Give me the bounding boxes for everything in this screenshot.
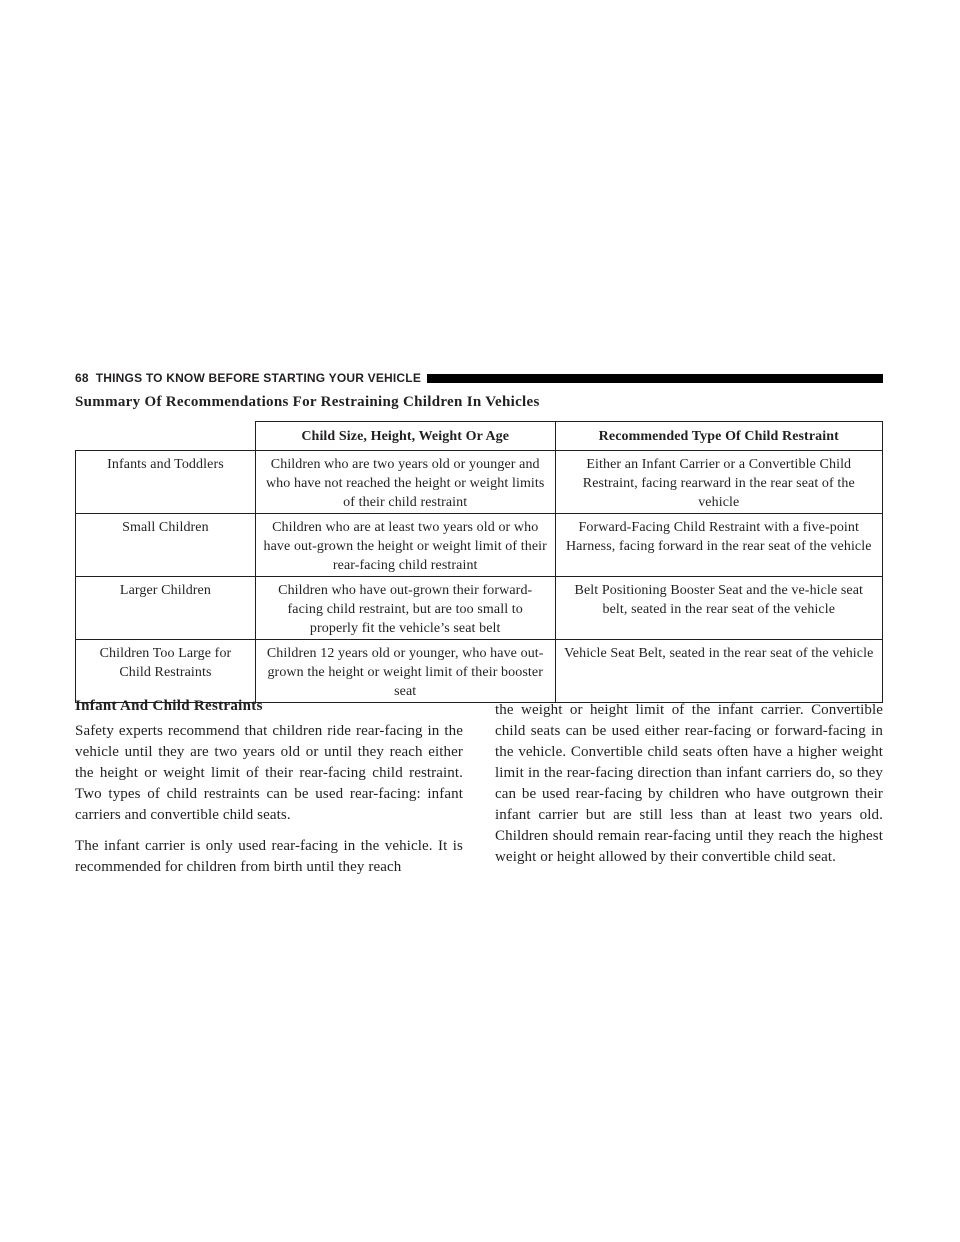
table-row xyxy=(76,577,883,640)
row-category: Children Too Large for Child Restraints xyxy=(76,640,256,703)
page-number: 68 xyxy=(75,371,89,385)
table-row xyxy=(76,514,883,577)
row-recommendation: Belt Positioning Booster Seat and the ve-hicle seat belt, seated in the rear seat of the vehicle xyxy=(555,577,882,640)
row-size: Children who have out-grown their forward-facing child restraint, but are too small to properly fit the vehicle’s seat belt xyxy=(255,577,555,640)
table-header-row xyxy=(76,422,883,451)
right-text-column xyxy=(495,700,883,878)
paragraph: Safety experts recommend that children ride rear-facing in the vehicle until they are two years old or until they reach either the height or weight limit of their rear-facing child restraint. Two types of child restraints can be used rear-facing: infant carriers and convertible child seats. xyxy=(75,723,463,823)
row-recommendation: Vehicle Seat Belt, seated in the rear seat of the vehicle xyxy=(555,640,882,703)
row-size: Children who are at least two years old or who have out-grown the height or weight limit of their rear-facing child restraint xyxy=(255,514,555,577)
left-text-column xyxy=(75,721,463,888)
paragraph: The infant carrier is only used rear-facing in the vehicle. It is recommended for children from birth until they reach xyxy=(75,838,463,875)
table-header-blank xyxy=(76,422,256,451)
row-recommendation: Forward-Facing Child Restraint with a five-point Harness, facing forward in the rear seat of the vehicle xyxy=(555,514,882,577)
row-size: Children 12 years old or younger, who have out-grown the height or weight limit of their booster seat xyxy=(255,640,555,703)
page-header xyxy=(75,371,883,385)
table-header-size: Child Size, Height, Weight Or Age xyxy=(255,422,555,451)
section-heading: Infant And Child Restraints xyxy=(75,698,263,714)
table-header-recommendation: Recommended Type Of Child Restraint xyxy=(555,422,882,451)
table-title: Summary Of Recommendations For Restraining Children In Vehicles xyxy=(75,394,540,410)
header-rule xyxy=(427,374,883,383)
row-category: Larger Children xyxy=(76,577,256,640)
row-recommendation: Either an Infant Carrier or a Convertible Child Restraint, facing rearward in the rear seat of the vehicle xyxy=(555,451,882,514)
running-section-title: THINGS TO KNOW BEFORE STARTING YOUR VEHICLE xyxy=(95,371,422,385)
table-row xyxy=(76,451,883,514)
row-size: Children who are two years old or younger and who have not reached the height or weight limits of their child restraint xyxy=(255,451,555,514)
row-category: Infants and Toddlers xyxy=(76,451,256,514)
recommendations-table xyxy=(75,421,883,703)
row-category: Small Children xyxy=(76,514,256,577)
paragraph: the weight or height limit of the infant carrier. Convertible child seats can be used either rear-facing or forward-facing in the vehicle. Convertible child seats often have a higher weight limit in the rear-facing direction than infant carriers do, so they can be used rear-facing by children who have outgrown their infant carrier but are still less than at least two years old. Children should remain rear-facing until they reach the highest weight or height allowed by their convertible child seat. xyxy=(495,702,883,865)
table-row xyxy=(76,640,883,703)
